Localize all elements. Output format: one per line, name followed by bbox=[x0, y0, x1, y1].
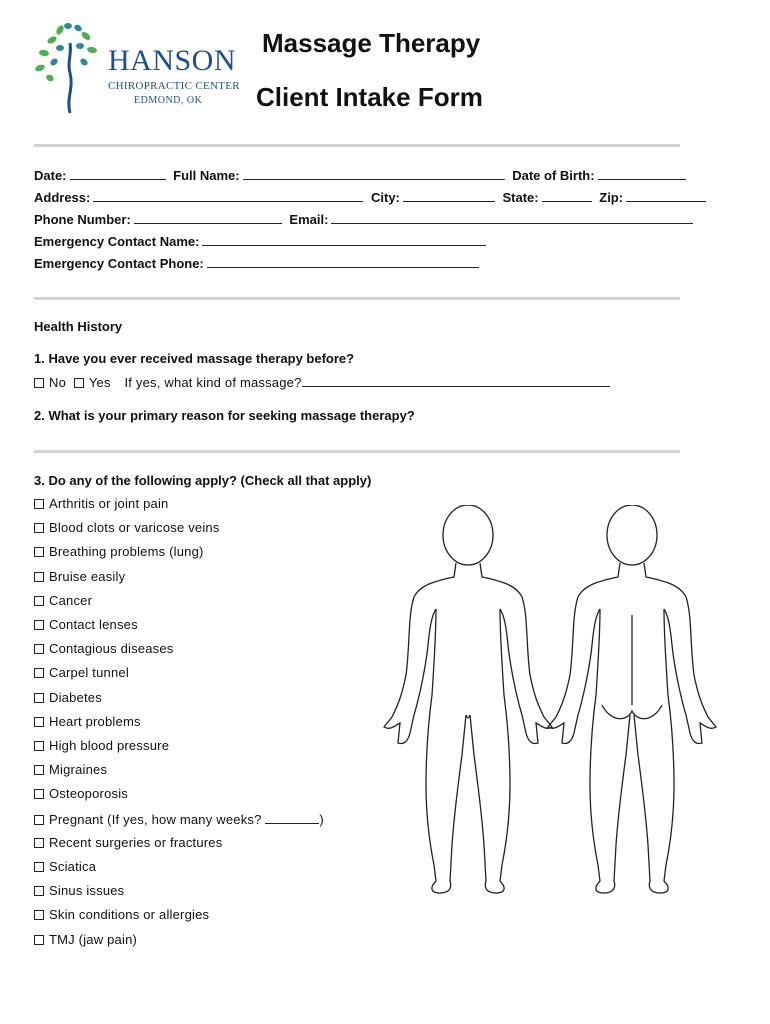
state-field[interactable] bbox=[542, 188, 592, 202]
phone-label: Phone Number: bbox=[34, 212, 131, 227]
condition-item bbox=[34, 859, 96, 874]
condition-label: TMJ (jaw pain) bbox=[49, 931, 138, 947]
form-title-line1: Massage Therapy bbox=[262, 28, 481, 58]
condition-label: Cancer bbox=[49, 592, 93, 608]
checkbox-icon[interactable] bbox=[34, 765, 44, 775]
condition-label: Migraines bbox=[49, 762, 108, 778]
question-1: 1. Have you ever received massage therapy before? bbox=[34, 351, 355, 366]
checkbox-icon[interactable] bbox=[34, 789, 44, 799]
condition-item bbox=[34, 835, 222, 850]
date-field[interactable] bbox=[70, 166, 166, 180]
condition-label: Sciatica bbox=[49, 859, 97, 874]
full-name-field[interactable] bbox=[243, 166, 505, 180]
question-3: 3. Do any of the following apply? (Check all that apply) bbox=[34, 473, 372, 488]
condition-label: Contagious diseases bbox=[49, 641, 174, 657]
date-label: Date: bbox=[34, 168, 67, 183]
checkbox-icon[interactable] bbox=[34, 547, 44, 557]
checkbox-icon[interactable] bbox=[34, 886, 44, 896]
checkbox-icon[interactable] bbox=[34, 935, 44, 945]
logo-location: EDMOND, OK bbox=[134, 95, 203, 106]
city-label: City: bbox=[370, 190, 400, 205]
condition-item bbox=[34, 786, 128, 801]
condition-label: Bruise easily bbox=[49, 568, 126, 584]
checkbox-icon[interactable] bbox=[34, 862, 44, 872]
checkbox-icon[interactable] bbox=[34, 572, 44, 582]
address-label: Address: bbox=[34, 190, 91, 205]
logo-brand: HANSON bbox=[108, 44, 237, 77]
divider bbox=[34, 297, 680, 300]
checkbox-icon[interactable] bbox=[34, 717, 44, 727]
checkbox-icon[interactable] bbox=[34, 815, 44, 825]
condition-label: Osteoporosis bbox=[49, 786, 128, 802]
checkbox-icon[interactable] bbox=[34, 693, 44, 703]
condition-label: Skin conditions or allergies bbox=[49, 907, 210, 923]
checkbox-icon[interactable] bbox=[34, 499, 44, 509]
row-emergency-phone bbox=[34, 254, 483, 272]
health-history-heading: Health History bbox=[34, 319, 123, 334]
city-field[interactable] bbox=[403, 188, 495, 202]
divider bbox=[34, 450, 680, 453]
condition-item bbox=[34, 569, 125, 584]
emergency-phone-label: Emergency Contact Phone: bbox=[34, 256, 204, 271]
checkbox-icon[interactable] bbox=[34, 644, 44, 654]
checkbox-icon[interactable] bbox=[34, 523, 44, 533]
dob-field[interactable] bbox=[598, 166, 686, 180]
checkbox-icon[interactable] bbox=[74, 378, 84, 388]
condition-label: Recent surgeries or fractures bbox=[49, 834, 223, 850]
front-body-outline bbox=[384, 505, 552, 893]
dob-label: Date of Birth: bbox=[512, 168, 595, 183]
phone-field[interactable] bbox=[134, 210, 282, 224]
checkbox-icon[interactable] bbox=[34, 668, 44, 678]
option-no: No bbox=[49, 375, 67, 390]
condition-label: Heart problems bbox=[49, 713, 141, 729]
condition-label: High blood pressure bbox=[49, 738, 170, 753]
condition-item bbox=[34, 714, 141, 729]
condition-item bbox=[34, 665, 129, 680]
condition-item bbox=[34, 690, 102, 705]
condition-item bbox=[34, 762, 107, 777]
emergency-name-field[interactable] bbox=[202, 232, 486, 246]
condition-item bbox=[34, 520, 220, 535]
condition-label: Diabetes bbox=[49, 689, 102, 705]
massage-kind-label: If yes, what kind of massage? bbox=[124, 375, 302, 390]
logo bbox=[30, 18, 245, 118]
condition-item bbox=[34, 738, 169, 753]
condition-label: Carpel tunnel bbox=[49, 665, 129, 681]
body-outline-icon bbox=[380, 505, 720, 905]
row-address bbox=[34, 188, 710, 206]
condition-item bbox=[34, 811, 324, 827]
emergency-name-label: Emergency Contact Name: bbox=[34, 234, 200, 249]
checkbox-icon[interactable] bbox=[34, 910, 44, 920]
pregnancy-weeks-field[interactable] bbox=[265, 811, 319, 824]
condition-item bbox=[34, 544, 204, 559]
question-2: 2. What is your primary reason for seeking massage therapy? bbox=[34, 408, 415, 423]
checkbox-icon[interactable] bbox=[34, 838, 44, 848]
condition-item bbox=[34, 932, 137, 947]
checkbox-icon[interactable] bbox=[34, 741, 44, 751]
checkbox-icon[interactable] bbox=[34, 620, 44, 630]
divider bbox=[34, 144, 680, 147]
option-yes: Yes bbox=[88, 375, 111, 390]
row-date-name-dob bbox=[34, 166, 690, 184]
state-label: State: bbox=[502, 190, 539, 205]
condition-item bbox=[34, 907, 209, 922]
full-name-label: Full Name: bbox=[173, 168, 240, 183]
zip-field[interactable] bbox=[626, 188, 706, 202]
condition-item bbox=[34, 883, 124, 898]
back-body-outline bbox=[548, 505, 716, 893]
logo-subtitle: CHIROPRACTIC CENTER bbox=[108, 80, 240, 92]
condition-item bbox=[34, 617, 138, 632]
email-label: Email: bbox=[289, 212, 329, 227]
condition-label: Pregnant (If yes, how many weeks? bbox=[49, 811, 266, 827]
address-field[interactable] bbox=[93, 188, 363, 202]
pregnancy-close-paren: ) bbox=[319, 811, 324, 827]
condition-label: Arthritis or joint pain bbox=[49, 496, 169, 511]
massage-kind-field[interactable] bbox=[302, 374, 610, 387]
condition-item bbox=[34, 641, 174, 656]
email-field[interactable] bbox=[331, 210, 693, 224]
zip-label: Zip: bbox=[599, 190, 624, 205]
question-1-options bbox=[34, 374, 610, 390]
condition-label: Blood clots or varicose veins bbox=[49, 520, 220, 536]
checkbox-icon[interactable] bbox=[34, 596, 44, 606]
condition-label: Sinus issues bbox=[49, 883, 125, 899]
row-emergency-name bbox=[34, 232, 490, 250]
row-phone-email bbox=[34, 210, 697, 228]
condition-label: Contact lenses bbox=[49, 617, 138, 632]
tree-logo-icon bbox=[30, 18, 110, 118]
form-title-line2: Client Intake Form bbox=[256, 82, 483, 112]
condition-label: Breathing problems (lung) bbox=[49, 544, 204, 560]
emergency-phone-field[interactable] bbox=[207, 254, 479, 268]
condition-item bbox=[34, 593, 92, 608]
checkbox-icon[interactable] bbox=[34, 378, 44, 388]
condition-item bbox=[34, 496, 168, 511]
